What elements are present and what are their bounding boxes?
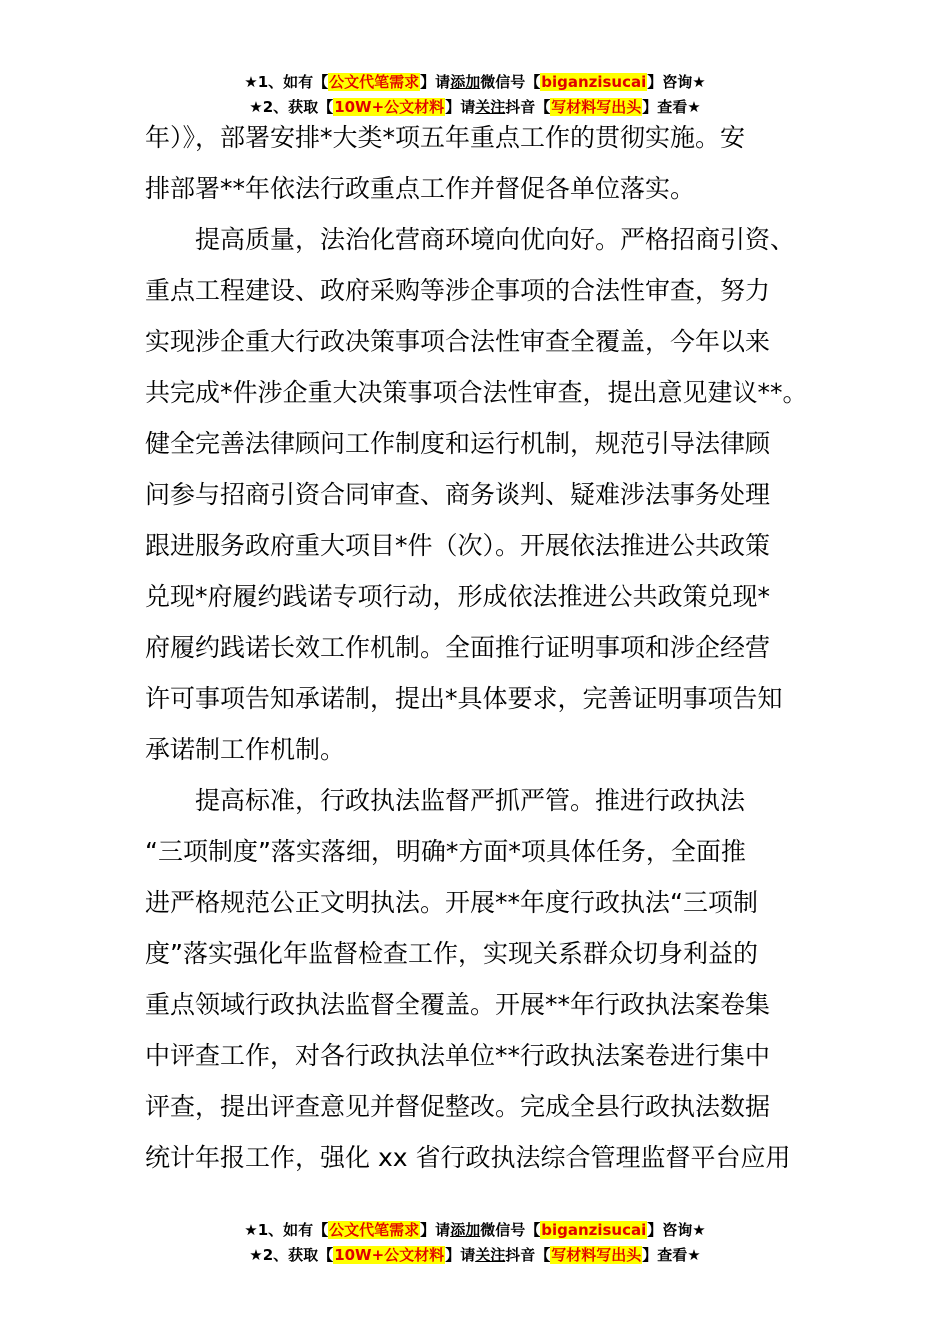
banner-text: 微信号【 (480, 73, 541, 91)
banner-highlight: 公文代笔需求 (329, 73, 420, 91)
banner-text: 】咨询★ (647, 73, 706, 91)
body-line: 年）》，部署安排*大类*项五年重点工作的贯彻实施。安 (145, 123, 746, 152)
banner-text: ★2、获取【 (249, 98, 334, 116)
body-line: 跟进服务政府重大项目*件（次）。开展依法推进公共政策 (145, 531, 771, 560)
banner-text: 抖音【 (505, 1246, 551, 1264)
body-line: 府履约践诺长效工作机制。全面推行证明事项和涉企经营 (145, 633, 771, 662)
body-line: 共完成*件涉企重大决策事项合法性审查，提出意见建议**。 (145, 378, 808, 407)
banner-highlight: 公文代笔需求 (329, 1221, 420, 1239)
banner-line-1 (0, 1218, 950, 1243)
banner-line-1 (0, 70, 950, 95)
body-line: 评查，提出评查意见并督促整改。完成全县行政执法数据 (145, 1092, 771, 1121)
banner-highlight: 写材料写出头 (551, 1246, 642, 1264)
banner-highlight: 写材料写出头 (551, 98, 642, 116)
banner-underlined: 添加 (450, 73, 481, 91)
body-line: 问参与招商引资合同审查、商务谈判、疑难涉法事务处理 (145, 480, 771, 509)
body-line: 健全完善法律顾问工作制度和运行机制，规范引导法律顾 (145, 429, 771, 458)
banner-text: 微信号【 (480, 1221, 541, 1239)
banner-line-2 (0, 1243, 950, 1268)
banner-text: ★1、如有【 (244, 73, 329, 91)
banner-text: 】请 (420, 1221, 451, 1239)
body-line: 承诺制工作机制。 (145, 735, 346, 764)
body-line: 统计年报工作，强化 xx 省行政执法综合管理监督平台应用 (145, 1143, 791, 1172)
banner-text: 】查看★ (642, 1246, 701, 1264)
footer-banner (0, 1218, 950, 1268)
banner-underlined: 关注 (475, 1246, 506, 1264)
banner-text: 】请 (420, 73, 451, 91)
document-body (145, 112, 815, 1183)
paragraph-start-line: 提高标准，行政执法监督严抓严管。推进行政执法 (195, 786, 746, 815)
banner-highlight: biganzisucai (541, 73, 647, 91)
body-line: 进严格规范公正文明执法。开展**年度行政执法“三项制 (145, 888, 758, 917)
banner-highlight: 10W+公文材料 (334, 1246, 445, 1264)
body-line: 兑现*府履约践诺专项行动，形成依法推进公共政策兑现* (145, 582, 771, 611)
body-line: 度”落实强化年监督检查工作，实现关系群众切身利益的 (145, 939, 758, 968)
body-line: 中评查工作，对各行政执法单位**行政执法案卷进行集中 (145, 1041, 771, 1070)
paragraph-start-line: 提高质量，法治化营商环境向优向好。严格招商引资、 (195, 225, 796, 254)
body-line: 重点领域行政执法监督全覆盖。开展**年行政执法案卷集 (145, 990, 771, 1019)
banner-text: ★2、获取【 (249, 1246, 334, 1264)
banner-underlined: 添加 (450, 1221, 481, 1239)
banner-text: 】请 (445, 98, 476, 116)
body-line: 排部署**年依法行政重点工作并督促各单位落实。 (145, 174, 696, 203)
banner-highlight: 10W+公文材料 (334, 98, 445, 116)
banner-text: 】咨询★ (647, 1221, 706, 1239)
body-line: “三项制度”落实落细，明确*方面*项具体任务，全面推 (145, 837, 746, 866)
banner-text: ★1、如有【 (244, 1221, 329, 1239)
banner-text: 】请 (445, 1246, 476, 1264)
banner-text: 抖音【 (505, 98, 551, 116)
body-line: 许可事项告知承诺制，提出*具体要求，完善证明事项告知 (145, 684, 783, 713)
body-line: 重点工程建设、政府采购等涉企事项的合法性审查，努力 (145, 276, 771, 305)
banner-highlight: biganzisucai (541, 1221, 647, 1239)
banner-underlined: 关注 (475, 98, 506, 116)
banner-text: 】查看★ (642, 98, 701, 116)
body-line: 实现涉企重大行政决策事项合法性审查全覆盖，今年以来 (145, 327, 771, 356)
